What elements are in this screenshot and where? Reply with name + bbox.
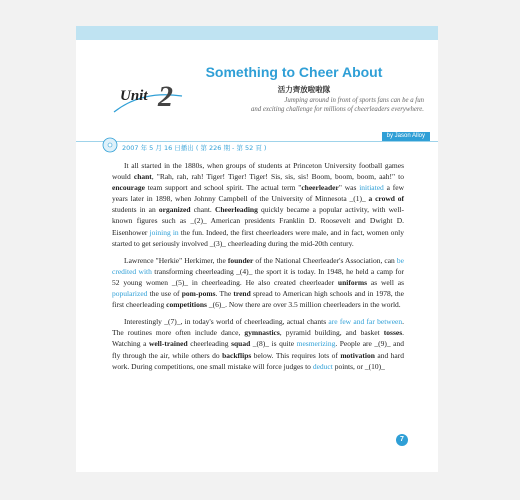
paragraph-3 <box>112 316 404 371</box>
keyword: chant <box>133 172 152 182</box>
highlight-phrase: deduct <box>312 361 333 371</box>
unit-number: 2 <box>158 80 173 113</box>
tagline-line-1: Jumping around in front of sports fans can be a fun <box>284 97 424 104</box>
text-run: Lawrence "Herkie" Herkimer, the <box>124 255 228 265</box>
keyword: competitions <box>166 300 207 310</box>
broadcast-date: 2007 年 5 月 16 日播出 ( 第 226 期 - 第 52 頁 ) <box>122 144 267 152</box>
text-run: _(6)_. Now there are over 3.5 million cheerleaders in the world. <box>206 300 401 310</box>
text-run: team support and school spirit. The actual term " <box>144 183 302 193</box>
text-run: . The routines more often include dance, <box>112 317 404 338</box>
text-run: spread to American high schools and in 1978, the first cheerleading <box>112 289 404 310</box>
keyword: cheerleader <box>301 183 339 193</box>
keyword: backflips <box>222 350 252 360</box>
author-byline: by Jason Alloy <box>382 132 430 141</box>
tagline-line-2: and exciting challenge for millions of cheerleaders everywhere. <box>250 106 424 113</box>
paragraph-1 <box>112 160 404 249</box>
text-run: and hard work. During competitions, one small mistake will force judges to <box>112 350 405 371</box>
chinese-subtitle: 活力齊放啦啦隊 <box>277 85 331 94</box>
text-run: a few years later in 1898, when Johnny Campbell of the University of Minnesota _(1)_ <box>112 183 404 204</box>
text-run: transforming cheerleading _(4)_ the sport it is today. In 1948, he held a camp for 52 young women _(5)_ in cheerleading. He also created cheerleader <box>112 266 404 287</box>
keyword: Cheerleading <box>214 205 258 215</box>
article-body <box>112 160 404 378</box>
article-title: Something to Cheer About <box>205 64 383 80</box>
unit-label: Unit <box>120 88 148 104</box>
text-run: " was <box>338 183 360 193</box>
paragraph-2 <box>112 255 404 310</box>
text-run: points, or _(10)_ <box>332 361 385 371</box>
text-run: . People are _(9)_ and fly through the air, while others do <box>112 339 404 360</box>
text-run: , "Rah, rah, rah! Tiger! Tiger! Tiger! Sis, sis, sis! Boom, boom, boom, aah!" to <box>151 172 405 182</box>
keyword: encourage <box>112 183 145 193</box>
text-run: . Watching a <box>112 328 404 349</box>
book-page <box>76 26 438 472</box>
keyword: uniforms <box>337 277 368 287</box>
cd-disc-icon <box>102 137 118 153</box>
keyword: founder <box>227 255 254 265</box>
highlight-phrase: are few and far between <box>328 317 403 327</box>
keyword: a crowd of <box>368 194 404 204</box>
keyword: pom-poms <box>181 289 216 299</box>
text-run: , pyramid building, and basket <box>279 328 384 338</box>
keyword: tosses <box>383 328 403 338</box>
highlight-phrase: mesmerizing <box>296 339 336 349</box>
keyword: organized <box>158 205 191 215</box>
highlight-phrase: joining in <box>149 227 179 237</box>
keyword: well-trained <box>148 339 188 349</box>
page-number: 7 <box>396 434 408 446</box>
text-run: Interestingly _(7)_, in today's world of cheerleading, actual chants <box>124 317 329 327</box>
text-run: chant. <box>190 205 215 215</box>
text-run: cheerleading <box>187 339 232 349</box>
keyword: trend <box>233 289 251 299</box>
top-color-band <box>76 26 438 40</box>
text-run: . The <box>215 289 234 299</box>
text-run: the fun. Indeed, the first cheerleaders were male, and in fact, women only started to get seriously involved _(3)_ cheerleading during the mid-20th century. <box>112 227 404 248</box>
text-run: _(8)_ is quite <box>250 339 297 349</box>
text-run: of the National Cheerleader's Association, can <box>253 255 397 265</box>
highlight-phrase: be credited with <box>112 255 404 276</box>
text-run: It all started in the 1880s, when groups of students at Princeton University football games would <box>112 161 404 182</box>
text-run: quickly became a popular activity, with well-known figures such as _(2)_ American presidents Franklin D. Roosevelt and Dwight D. Eisenhower <box>112 205 405 237</box>
tagline <box>224 96 424 114</box>
text-run: the use of <box>147 289 182 299</box>
keyword: motivation <box>340 350 375 360</box>
highlight-phrase: popularized <box>112 289 148 299</box>
highlight-phrase: initiated <box>359 183 384 193</box>
text-run: students in an <box>112 205 159 215</box>
keyword: squad <box>231 339 251 349</box>
text-run: below. This requires lots of <box>251 350 341 360</box>
keyword: gymnastics <box>244 328 280 338</box>
text-run: as well as <box>367 277 404 287</box>
